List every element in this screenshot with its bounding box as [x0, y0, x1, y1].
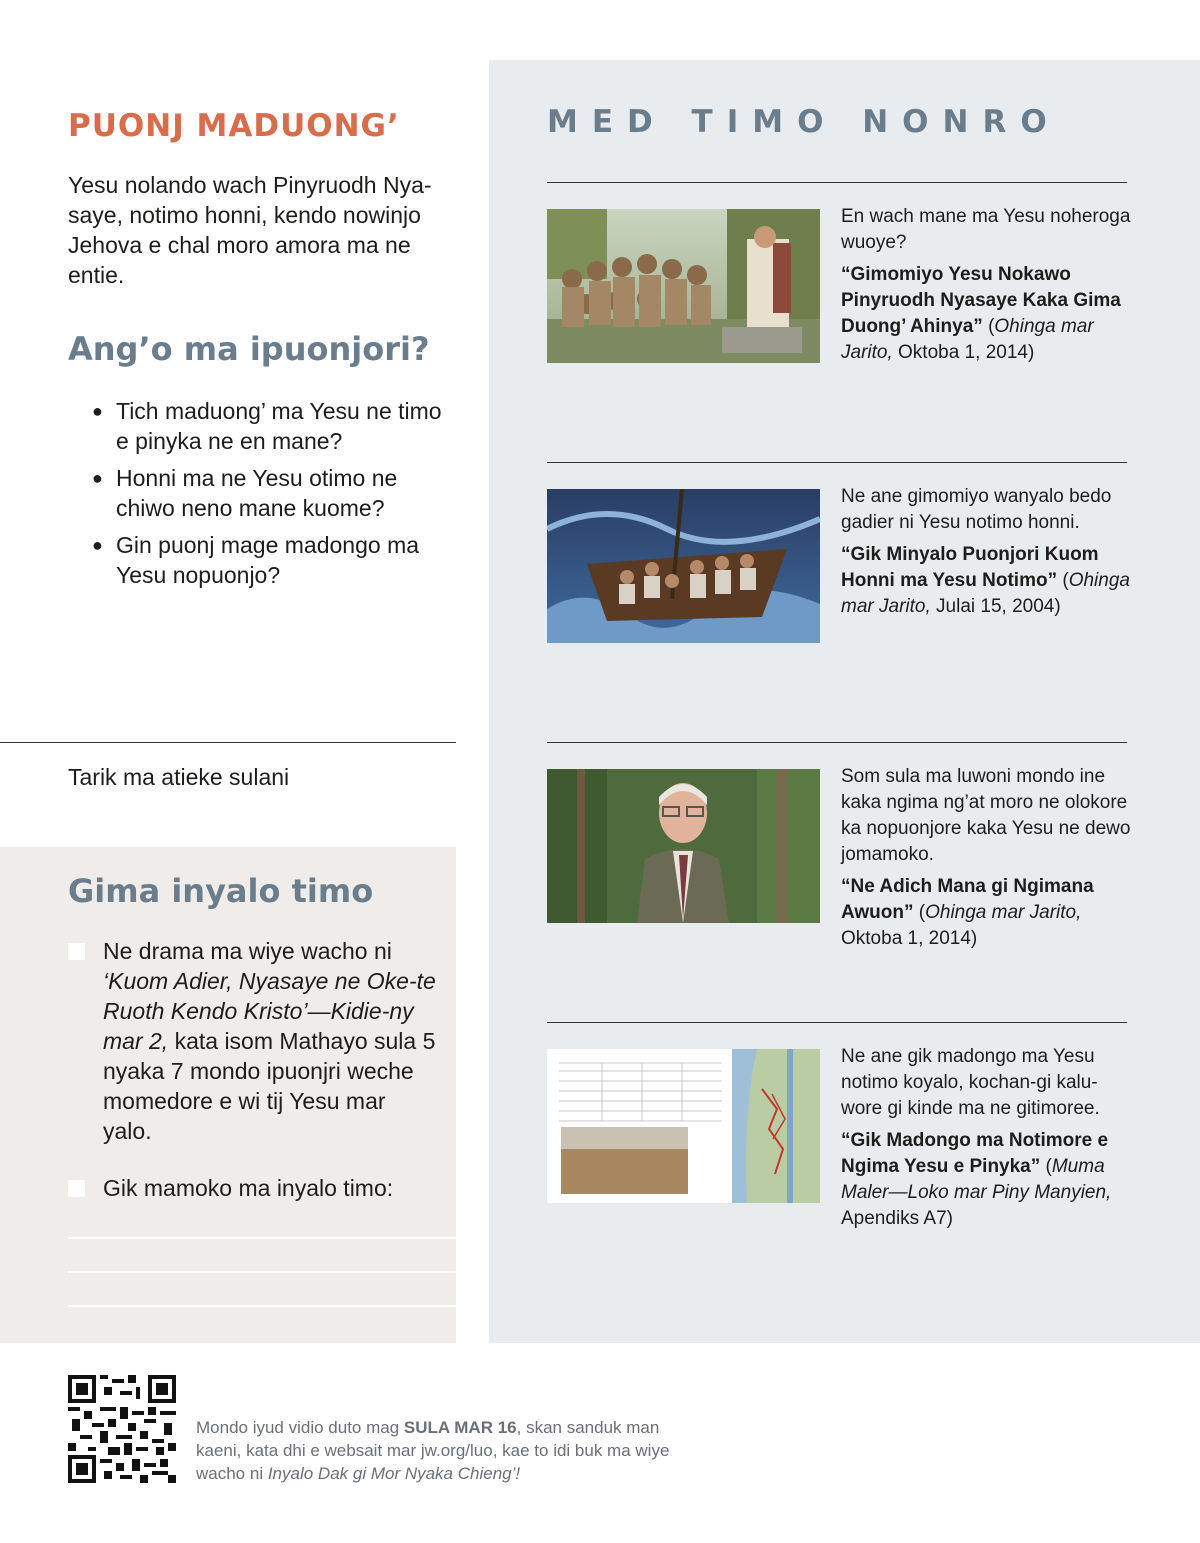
- divider: [0, 742, 456, 743]
- bullet-icon: ●: [92, 468, 103, 488]
- challenge-item: [68, 1173, 438, 1203]
- divider: [547, 742, 1127, 743]
- review-question: ● Tich maduong’ ma Yesu ne timo e pinyka ne en mane?: [92, 398, 442, 454]
- divider: [547, 1022, 1127, 1023]
- writing-line[interactable]: [68, 1305, 456, 1307]
- jesus-teaching-image: [547, 209, 820, 363]
- checkbox[interactable]: [68, 943, 85, 960]
- goal-date-label: Tarik ma atieke sulani: [68, 764, 290, 790]
- challenge-heading: Gima inyalo timo: [68, 872, 374, 910]
- writing-line[interactable]: [68, 1271, 456, 1273]
- challenge-item: [68, 936, 438, 1146]
- boat-storm-image: [547, 489, 820, 643]
- challenge-item-text: Ne drama ma wiye wacho ni ‘Kuom Adier, Nyasaye ne Oke-te Ruoth Kendo Kristo’—Kidie-ny mar 2, kata isom Mathayo sula 5 nyaka 7 mondo ipuonjri weche momedore e wi tij Yesu mar yalo.: [103, 938, 436, 1144]
- checkbox[interactable]: [68, 1180, 85, 1197]
- review-question-list: [92, 396, 442, 597]
- explore-heading: MED TIMO NONRO: [547, 104, 1061, 140]
- bullet-icon: ●: [92, 535, 103, 555]
- summary-text: Yesu nolando wach Pinyruodh Nya-saye, notimo honni, kendo nowinjo Jehova e chal moro amora ma ne entie.: [68, 172, 432, 288]
- resource-link[interactable]: “Gik Minyalo Puonjori Kuom Honni ma Yesu Notimo” (Ohinga mar Jarito, Julai 15, 2004): [841, 544, 1130, 617]
- resource-link[interactable]: “Gimomiyo Yesu Nokawo Pinyruodh Nyasaye Kaka Gima Duong’ Ahinya” (Ohinga mar Jarito, Oktoba 1, 2014): [841, 264, 1121, 363]
- summary-heading: PUONJ MADUONG’: [68, 108, 400, 144]
- review-heading: Ang’o ma ipuonjori?: [68, 330, 430, 368]
- resource-text: Som sula ma luwoni mondo ine kaka ngima ng’at moro ne olokore ka nopuonjore kaka Yesu ne dewo jomamoko. “Ne Adich Mana gi Ngimana Awuon” (Ohinga mar Jarito, Oktoba 1, 2014): [841, 764, 1131, 952]
- challenge-item-text: Gik mamoko ma inyalo timo:: [103, 1175, 394, 1201]
- resource-text: Ne ane gimomiyo wanyalo bedo gadier ni Yesu notimo honni. “Gik Minyalo Puonjori Kuom Honni ma Yesu Notimo” (Ohinga mar Jarito, Julai 15, 2004): [841, 484, 1131, 620]
- review-question: ● Gin puonj mage madongo ma Yesu nopuonjo?: [92, 532, 420, 588]
- resource-link[interactable]: “Gik Madongo ma Notimore e Ngima Yesu e Pinyka” (Muma Maler—Loko mar Piny Manyien, Apendiks A7): [841, 1130, 1112, 1229]
- qr-code[interactable]: [68, 1375, 176, 1483]
- divider: [547, 462, 1127, 463]
- review-question: ● Honni ma ne Yesu otimo ne chiwo neno mane kuome?: [92, 465, 398, 521]
- bullet-icon: ●: [92, 401, 103, 421]
- chart-and-map-image: [547, 1049, 820, 1203]
- man-portrait-image: [547, 769, 820, 923]
- resource-link[interactable]: “Ne Adich Mana gi Ngimana Awuon” (Ohinga mar Jarito, Oktoba 1, 2014): [841, 876, 1094, 949]
- resource-text: En wach mane ma Yesu noheroga wuoye? “Gimomiyo Yesu Nokawo Pinyruodh Nyasaye Kaka Gima Duong’ Ahinya” (Ohinga mar Jarito, Oktoba 1, 2014): [841, 204, 1131, 366]
- footer-text: Mondo iyud vidio duto mag SULA MAR 16, skan sanduk man kaeni, kata dhi e websait mar jw.org/luo, kae to idi buk ma wiye wacho ni Inyalo Dak gi Mor Nyaka Chieng’!: [196, 1418, 670, 1483]
- writing-line[interactable]: [68, 1237, 456, 1239]
- resource-text: Ne ane gik madongo ma Yesu notimo koyalo, kochan-gi kalu-wore gi kinde ma ne gitimoree. “Gik Madongo ma Notimore e Ngima Yesu e Pinyka” (Muma Maler—Loko mar Piny Manyien, Apendiks A7): [841, 1044, 1131, 1232]
- divider: [547, 182, 1127, 183]
